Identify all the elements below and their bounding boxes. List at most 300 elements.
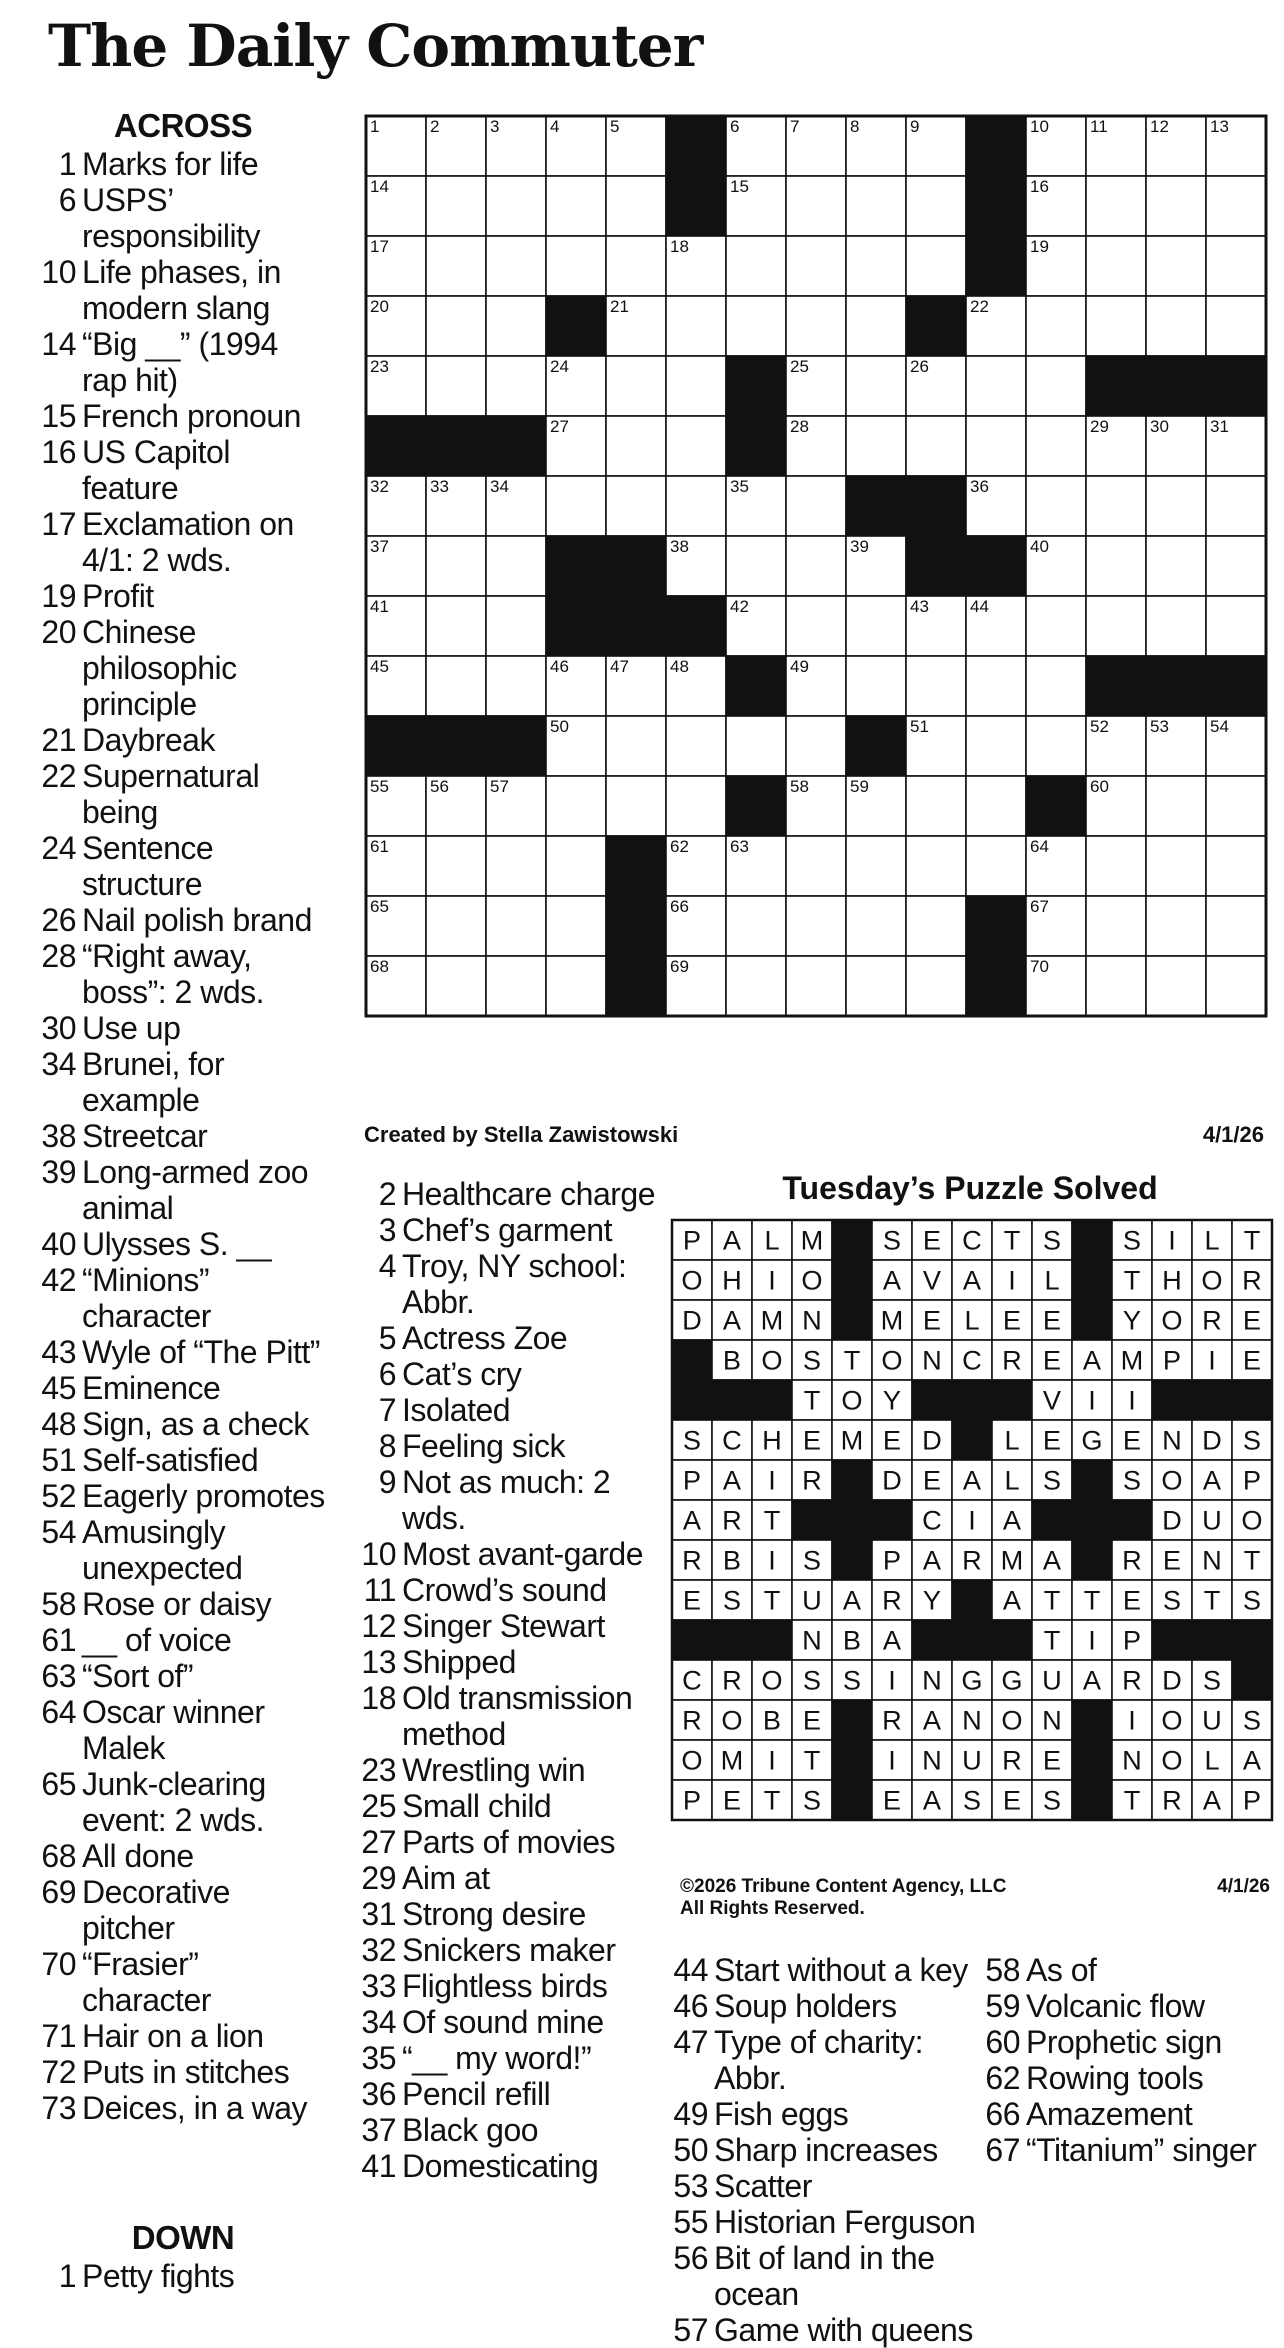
grid-cell[interactable]: [846, 296, 906, 356]
clue-number: 68: [41, 1838, 76, 1874]
cell-letter: B: [722, 1344, 742, 1376]
cell-letter: L: [764, 1224, 780, 1256]
cell-letter: L: [1044, 1264, 1060, 1296]
clue-text: Isolated: [402, 1392, 511, 1428]
cell-letter: M: [880, 1304, 904, 1336]
cell-letter: G: [1081, 1424, 1103, 1456]
cell-letter: P: [1122, 1624, 1142, 1656]
grid-cell[interactable]: [426, 656, 486, 716]
grid-cell[interactable]: [846, 236, 906, 296]
grid-cell[interactable]: [726, 956, 786, 1016]
cell-number: 17: [370, 237, 389, 256]
cell-letter: A: [922, 1544, 942, 1576]
clue: [668, 2312, 978, 2348]
cell-letter: M: [1000, 1544, 1024, 1576]
grid-svg: [364, 114, 1268, 1018]
clue: [356, 1212, 656, 1248]
cell-letter: O: [1241, 1504, 1263, 1536]
clue-text: Sign, as a check: [82, 1406, 309, 1442]
black-square: [966, 116, 1026, 176]
cell-letter: I: [1128, 1704, 1136, 1736]
clue: [668, 2168, 978, 2204]
cell-number: 15: [730, 177, 749, 196]
grid-cell[interactable]: [1206, 476, 1266, 536]
crossword-grid[interactable]: [364, 114, 1268, 1018]
cell-letter: T: [763, 1584, 781, 1616]
clue: [38, 506, 328, 578]
clue-number: 7: [378, 1392, 396, 1428]
cell-letter: O: [1201, 1264, 1223, 1296]
grid-cell[interactable]: [666, 776, 726, 836]
grid-cell[interactable]: [486, 536, 546, 596]
grid-cell[interactable]: [546, 236, 606, 296]
black-square: [1072, 1220, 1112, 1260]
black-square: [792, 1500, 832, 1540]
grid-cell[interactable]: [426, 356, 486, 416]
clue: [980, 1952, 1270, 1988]
grid-cell[interactable]: [786, 896, 846, 956]
grid-cell[interactable]: [666, 716, 726, 776]
black-square: [906, 536, 966, 596]
grid-cell[interactable]: [606, 716, 666, 776]
grid-cell[interactable]: [486, 836, 546, 896]
clue-text: French pronoun: [82, 398, 301, 434]
clue-text: Flightless birds: [402, 1968, 608, 2004]
cell-number: 69: [670, 957, 689, 976]
black-square: [1086, 356, 1146, 416]
black-square: [832, 1540, 872, 1580]
grid-cell[interactable]: [726, 236, 786, 296]
cell-number: 26: [910, 357, 929, 376]
clue-text: Nail polish brand: [82, 902, 312, 938]
clue-text: “Big __” (1994 rap hit): [82, 326, 278, 398]
black-square: [1072, 1300, 1112, 1340]
clue-number: 46: [673, 1988, 708, 2024]
grid-cell[interactable]: [426, 836, 486, 896]
clue-number: 42: [41, 1262, 76, 1298]
grid-cell[interactable]: [426, 236, 486, 296]
clue-number: 58: [985, 1952, 1020, 1988]
grid-cell[interactable]: [606, 236, 666, 296]
grid-cell[interactable]: [846, 896, 906, 956]
grid-cell[interactable]: [726, 536, 786, 596]
grid-cell[interactable]: [1206, 836, 1266, 896]
grid-cell[interactable]: [846, 176, 906, 236]
grid-cell[interactable]: [1146, 536, 1206, 596]
grid-cell[interactable]: [1026, 476, 1086, 536]
grid-cell[interactable]: [426, 956, 486, 1016]
grid-cell[interactable]: [666, 476, 726, 536]
cell-number: 31: [1210, 417, 1229, 436]
clue-text: Long-armed zoo animal: [82, 1154, 309, 1226]
grid-cell[interactable]: [966, 776, 1026, 836]
cell-letter: M: [1120, 1344, 1144, 1376]
clue: [38, 2258, 328, 2294]
grid-cell[interactable]: [546, 476, 606, 536]
grid-cell[interactable]: [1026, 356, 1086, 416]
grid-cell[interactable]: [906, 836, 966, 896]
cell-letter: H: [762, 1424, 782, 1456]
cell-letter: A: [1002, 1584, 1022, 1616]
credit-line: [364, 1122, 1264, 1148]
grid-cell[interactable]: [1026, 716, 1086, 776]
grid-cell[interactable]: [1206, 956, 1266, 1016]
grid-cell[interactable]: [906, 236, 966, 296]
clue-text: Volcanic flow: [1026, 1988, 1205, 2024]
cell-letter: A: [722, 1304, 742, 1336]
clue: [38, 1622, 328, 1658]
clue: [668, 2096, 978, 2132]
clue-number: 41: [361, 2148, 396, 2184]
grid-cell[interactable]: [846, 836, 906, 896]
grid-cell[interactable]: [786, 296, 846, 356]
clue-number: 58: [41, 1586, 76, 1622]
clue: [38, 182, 328, 254]
cell-letter: A: [1202, 1464, 1222, 1496]
cell-letter: I: [1168, 1224, 1176, 1256]
cell-letter: M: [720, 1744, 744, 1776]
grid-cell[interactable]: [846, 416, 906, 476]
grid-cell[interactable]: [906, 956, 966, 1016]
grid-cell[interactable]: [1146, 596, 1206, 656]
cell-letter: A: [882, 1624, 902, 1656]
grid-cell[interactable]: [1086, 896, 1146, 956]
clue-number: 23: [361, 1752, 396, 1788]
grid-cell[interactable]: [846, 656, 906, 716]
grid-cell[interactable]: [906, 416, 966, 476]
clue: [38, 1766, 328, 1838]
grid-cell[interactable]: [846, 596, 906, 656]
grid-cell[interactable]: [1086, 236, 1146, 296]
grid-cell[interactable]: [1146, 836, 1206, 896]
grid-cell[interactable]: [966, 716, 1026, 776]
grid-cell[interactable]: [426, 296, 486, 356]
cell-number: 2: [430, 117, 440, 136]
cell-number: 51: [910, 717, 929, 736]
grid-cell[interactable]: [1146, 776, 1206, 836]
cell-number: 56: [430, 777, 449, 796]
clue: [980, 1988, 1270, 2024]
grid-cell[interactable]: [1086, 836, 1146, 896]
grid-cell[interactable]: [966, 656, 1026, 716]
cell-letter: R: [882, 1704, 902, 1736]
grid-cell[interactable]: [846, 356, 906, 416]
cell-letter: O: [681, 1744, 703, 1776]
grid-cell[interactable]: [1206, 536, 1266, 596]
black-square: [952, 1380, 992, 1420]
cell-letter: E: [1242, 1304, 1262, 1336]
grid-cell[interactable]: [786, 716, 846, 776]
cell-letter: E: [882, 1784, 902, 1816]
grid-cell[interactable]: [1086, 956, 1146, 1016]
clue: [38, 1442, 328, 1478]
cell-letter: N: [802, 1304, 822, 1336]
grid-cell[interactable]: [1206, 596, 1266, 656]
grid-cell[interactable]: [606, 356, 666, 416]
black-square: [1072, 1460, 1112, 1500]
grid-cell[interactable]: [1206, 176, 1266, 236]
cell-letter: M: [800, 1224, 824, 1256]
grid-cell[interactable]: [486, 236, 546, 296]
cell-letter: V: [1042, 1384, 1062, 1416]
clue-number: 6: [58, 182, 76, 218]
cell-letter: E: [1122, 1424, 1142, 1456]
grid-cell[interactable]: [786, 836, 846, 896]
black-square: [666, 176, 726, 236]
clue-text: All done: [82, 1838, 194, 1874]
grid-cell[interactable]: [486, 596, 546, 656]
clue-text: Supernatural being: [82, 758, 260, 830]
black-square: [832, 1740, 872, 1780]
clue-text: As of: [1026, 1952, 1097, 1988]
clue-number: 45: [41, 1370, 76, 1406]
grid-cell[interactable]: [606, 416, 666, 476]
clue-text: Singer Stewart: [402, 1608, 605, 1644]
black-square: [1146, 656, 1206, 716]
grid-cell[interactable]: [606, 776, 666, 836]
down-clue-column-4: [980, 1952, 1270, 2168]
grid-cell[interactable]: [1086, 296, 1146, 356]
clue: [980, 2132, 1270, 2168]
clue: [668, 2024, 978, 2096]
cell-letter: L: [1204, 1224, 1220, 1256]
grid-cell[interactable]: [1206, 236, 1266, 296]
down-clue-column-3: [668, 1952, 978, 2348]
cell-letter: R: [682, 1544, 702, 1576]
cell-letter: E: [1042, 1304, 1062, 1336]
black-square: [426, 416, 486, 476]
grid-cell[interactable]: [1206, 776, 1266, 836]
clue-number: 21: [41, 722, 76, 758]
grid-cell[interactable]: [1086, 536, 1146, 596]
clue: [668, 2204, 978, 2240]
cell-letter: P: [1242, 1464, 1262, 1496]
grid-cell[interactable]: [1026, 596, 1086, 656]
grid-cell[interactable]: [786, 476, 846, 536]
grid-cell[interactable]: [726, 716, 786, 776]
cell-letter: H: [722, 1264, 742, 1296]
grid-cell[interactable]: [906, 656, 966, 716]
grid-cell[interactable]: [546, 896, 606, 956]
grid-cell[interactable]: [486, 656, 546, 716]
grid-cell[interactable]: [1026, 416, 1086, 476]
cell-letter: R: [722, 1504, 742, 1536]
cell-letter: A: [842, 1584, 862, 1616]
black-square: [712, 1620, 752, 1660]
cell-letter: H: [1162, 1264, 1182, 1296]
grid-cell[interactable]: [966, 416, 1026, 476]
clue: [38, 1118, 328, 1154]
clue: [980, 2024, 1270, 2060]
cell-letter: P: [682, 1464, 702, 1496]
clue-text: Amusingly unexpected: [82, 1514, 243, 1586]
grid-cell[interactable]: [1026, 296, 1086, 356]
grid-cell[interactable]: [726, 896, 786, 956]
black-square: [1072, 1700, 1112, 1740]
clue: [980, 2060, 1270, 2096]
black-square: [1072, 1500, 1112, 1540]
grid-cell[interactable]: [426, 596, 486, 656]
cell-letter: E: [1122, 1584, 1142, 1616]
grid-cell[interactable]: [1146, 956, 1206, 1016]
black-square: [752, 1380, 792, 1420]
clue-text: Eagerly promotes: [82, 1478, 325, 1514]
cell-letter: S: [802, 1664, 822, 1696]
cell-letter: S: [682, 1424, 702, 1456]
cell-number: 30: [1150, 417, 1169, 436]
cell-number: 61: [370, 837, 389, 856]
clue: [38, 830, 328, 902]
cell-letter: U: [1202, 1504, 1222, 1536]
clue-text: Exclamation on 4/1: 2 wds.: [82, 506, 294, 578]
grid-cell[interactable]: [1146, 236, 1206, 296]
grid-cell[interactable]: [1146, 296, 1206, 356]
grid-cell[interactable]: [786, 596, 846, 656]
cell-number: 52: [1090, 717, 1109, 736]
cell-letter: O: [1161, 1304, 1183, 1336]
cell-letter: S: [802, 1544, 822, 1576]
grid-cell[interactable]: [486, 956, 546, 1016]
grid-cell[interactable]: [546, 836, 606, 896]
grid-cell[interactable]: [846, 956, 906, 1016]
cell-number: 65: [370, 897, 389, 916]
grid-cell[interactable]: [906, 776, 966, 836]
grid-cell[interactable]: [1146, 476, 1206, 536]
cell-letter: D: [1162, 1664, 1182, 1696]
grid-cell[interactable]: [426, 896, 486, 956]
grid-cell[interactable]: [486, 176, 546, 236]
grid-cell[interactable]: [726, 296, 786, 356]
clue: [38, 902, 328, 938]
grid-cell[interactable]: [786, 536, 846, 596]
black-square: [1146, 356, 1206, 416]
grid-cell[interactable]: [666, 356, 726, 416]
grid-cell[interactable]: [666, 296, 726, 356]
grid-cell[interactable]: [906, 896, 966, 956]
clue-text: Old transmission method: [402, 1680, 633, 1752]
cell-letter: S: [1042, 1784, 1062, 1816]
cell-letter: S: [1242, 1704, 1262, 1736]
clue-text: Small child: [402, 1788, 552, 1824]
grid-cell[interactable]: [606, 176, 666, 236]
cell-number: 1: [370, 117, 380, 136]
grid-cell[interactable]: [606, 476, 666, 536]
black-square: [966, 176, 1026, 236]
clue-text: Brunei, for example: [82, 1046, 225, 1118]
clue-number: 66: [985, 2096, 1020, 2132]
grid-cell[interactable]: [966, 356, 1026, 416]
grid-cell[interactable]: [966, 836, 1026, 896]
clue-number: 64: [41, 1694, 76, 1730]
grid-cell[interactable]: [786, 956, 846, 1016]
clue-number: 19: [41, 578, 76, 614]
clue-text: __ of voice: [82, 1622, 232, 1658]
clue: [38, 146, 328, 182]
black-square: [966, 236, 1026, 296]
black-square: [726, 416, 786, 476]
cell-letter: S: [802, 1784, 822, 1816]
clue-text: Most avant-garde: [402, 1536, 644, 1572]
grid-cell[interactable]: [1206, 896, 1266, 956]
cell-letter: E: [802, 1424, 822, 1456]
grid-cell[interactable]: [546, 176, 606, 236]
clue: [38, 938, 328, 1010]
cell-letter: I: [1208, 1344, 1216, 1376]
cell-letter: T: [803, 1384, 821, 1416]
grid-cell[interactable]: [1206, 296, 1266, 356]
grid-cell[interactable]: [786, 236, 846, 296]
clue-text: Game with queens: [714, 2312, 973, 2348]
cell-letter: R: [1002, 1744, 1022, 1776]
cell-letter: E: [922, 1224, 942, 1256]
cell-letter: S: [722, 1584, 742, 1616]
grid-cell[interactable]: [906, 176, 966, 236]
cell-letter: U: [1202, 1704, 1222, 1736]
grid-cell[interactable]: [426, 176, 486, 236]
cell-letter: O: [1161, 1464, 1183, 1496]
clue-number: 17: [41, 506, 76, 542]
cell-number: 62: [670, 837, 689, 856]
clue-number: 71: [41, 2018, 76, 2054]
clue-number: 69: [41, 1874, 76, 1910]
grid-cell[interactable]: [1026, 656, 1086, 716]
grid-cell[interactable]: [1086, 176, 1146, 236]
grid-cell[interactable]: [666, 416, 726, 476]
grid-cell[interactable]: [1146, 176, 1206, 236]
black-square: [1072, 1540, 1112, 1580]
grid-cell[interactable]: [1086, 596, 1146, 656]
grid-cell[interactable]: [486, 896, 546, 956]
clue: [356, 1932, 656, 1968]
cell-letter: S: [1242, 1584, 1262, 1616]
clue: [356, 2148, 656, 2184]
cell-number: 70: [1030, 957, 1049, 976]
clue-number: 30: [41, 1010, 76, 1046]
clue-text: Eminence: [82, 1370, 221, 1406]
clue-text: Domesticating: [402, 2148, 599, 2184]
cell-letter: E: [922, 1304, 942, 1336]
grid-cell[interactable]: [1146, 896, 1206, 956]
grid-cell[interactable]: [1086, 476, 1146, 536]
clue-text: Historian Ferguson: [714, 2204, 976, 2240]
grid-cell[interactable]: [546, 956, 606, 1016]
clue-number: 15: [41, 398, 76, 434]
clue: [38, 1370, 328, 1406]
black-square: [992, 1620, 1032, 1660]
across-clue-column: [38, 106, 328, 2126]
clue-text: Hair on a lion: [82, 2018, 264, 2054]
grid-cell[interactable]: [786, 176, 846, 236]
grid-cell[interactable]: [426, 536, 486, 596]
across-header: ACROSS: [113, 107, 253, 144]
grid-cell[interactable]: [546, 776, 606, 836]
cell-letter: O: [1001, 1704, 1023, 1736]
grid-cell[interactable]: [486, 356, 546, 416]
cell-number: 45: [370, 657, 389, 676]
clue-number: 67: [985, 2132, 1020, 2168]
cell-letter: T: [1243, 1544, 1261, 1576]
clue: [38, 1406, 328, 1442]
cell-number: 10: [1030, 117, 1049, 136]
clue: [38, 1262, 328, 1334]
grid-cell[interactable]: [486, 296, 546, 356]
cell-number: 24: [550, 357, 569, 376]
clue-number: 43: [41, 1334, 76, 1370]
clue-number: 40: [41, 1226, 76, 1262]
cell-number: 49: [790, 657, 809, 676]
clue: [38, 1334, 328, 1370]
black-square: [366, 416, 426, 476]
